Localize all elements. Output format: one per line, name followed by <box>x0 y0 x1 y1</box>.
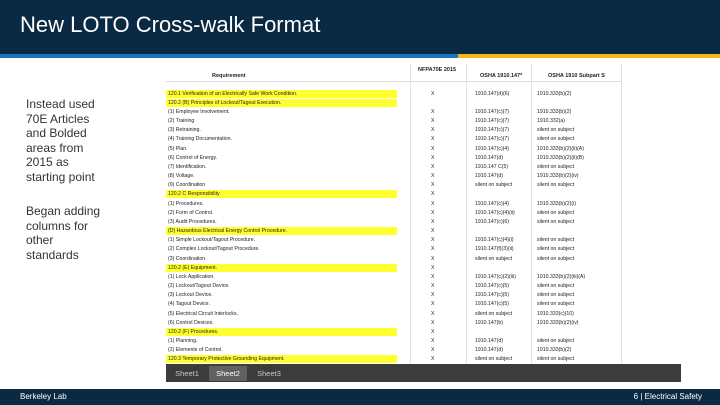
cell-nfpa: X <box>431 200 435 207</box>
cell-osha-subpart-s: 1910.333(b)(2) <box>537 347 572 354</box>
cell-osha-147: 1910.147(c)(7) <box>475 127 510 134</box>
cell-requirement: (1) Procedures. <box>168 200 204 207</box>
cell-nfpa: X <box>431 173 435 180</box>
cell-osha-subpart-s: 1910.333(b)(2)(iii)(A) <box>537 273 586 280</box>
table-row[interactable] <box>166 309 681 318</box>
column-headers <box>166 64 681 90</box>
table-row[interactable] <box>166 263 681 272</box>
cell-osha-subpart-s: silent on subject <box>537 356 575 363</box>
cell-nfpa: X <box>431 182 435 189</box>
cell-nfpa: X <box>431 283 435 290</box>
table-row[interactable] <box>166 282 681 291</box>
cell-osha-subpart-s: silent on subject <box>537 218 575 225</box>
sheet-tab-bar <box>166 364 681 382</box>
cell-nfpa: X <box>431 356 435 363</box>
table-row[interactable] <box>166 135 681 144</box>
table-row[interactable] <box>166 190 681 199</box>
cell-osha-subpart-s: silent on subject <box>537 246 575 253</box>
cell-requirement: (4) Training Documentation. <box>168 136 233 143</box>
cell-osha-147: silent on subject <box>475 310 513 317</box>
footer-org: Berkeley Lab <box>20 392 67 401</box>
table-row[interactable] <box>166 236 681 245</box>
cell-osha-subpart-s: silent on subject <box>537 237 575 244</box>
table-row[interactable] <box>166 254 681 263</box>
cell-requirement: (2) Lockout/Tagout Device. <box>168 283 230 290</box>
cell-requirement: (2) Elements of Control. <box>168 347 223 354</box>
table-row[interactable] <box>166 172 681 181</box>
cell-nfpa: X <box>431 255 435 262</box>
cell-requirement: 120.1 Verification of an Electrically Safe Work Condition. <box>168 90 298 97</box>
cell-requirement: (8) Voltage. <box>168 173 195 180</box>
cell-osha-147: 1910.147(d) <box>475 338 503 345</box>
cell-osha-subpart-s: silent on subject <box>537 301 575 308</box>
cell-nfpa: X <box>431 228 435 235</box>
cell-osha-subpart-s: 1910.333(b)(2)(iv) <box>537 319 579 326</box>
table-row[interactable] <box>166 89 681 98</box>
cell-requirement: (1) Lock Application. <box>168 273 215 280</box>
cell-requirement: (3) Lockout Device. <box>168 292 213 299</box>
cell-nfpa: X <box>431 319 435 326</box>
cell-osha-147: 1910.147(c)(4) <box>475 145 510 152</box>
cell-nfpa: X <box>431 209 435 216</box>
cell-requirement: (5) Plan. <box>168 145 188 152</box>
cell-osha-subpart-s: silent on subject <box>537 338 575 345</box>
header-osha-147: OSHA 1910.147* <box>480 73 523 79</box>
cell-nfpa: X <box>431 118 435 125</box>
cell-osha-147: 1910.147(b) <box>475 319 503 326</box>
cell-osha-subpart-s: 1910.332(a) <box>537 118 565 125</box>
table-row[interactable] <box>166 272 681 281</box>
cell-osha-subpart-s: silent on subject <box>537 255 575 262</box>
spreadsheet[interactable] <box>166 64 681 364</box>
cell-osha-147: 1910.147(c)(7) <box>475 118 510 125</box>
cell-osha-147: 1910.147(c)(2)(iii) <box>475 273 516 280</box>
cell-osha-147: 1910.147(c)(4)(i) <box>475 237 514 244</box>
table-row[interactable] <box>166 318 681 327</box>
cell-requirement: (6) Control of Energy. <box>168 154 218 161</box>
cell-osha-subpart-s: 1910.333(c)(10) <box>537 310 574 317</box>
cell-nfpa: X <box>431 191 435 198</box>
table-row[interactable] <box>166 346 681 355</box>
cell-requirement: (1) Employee Involvement. <box>168 108 230 115</box>
cell-osha-subpart-s: 1910.333(b)(2)(ii)(B) <box>537 154 584 161</box>
cell-nfpa: X <box>431 108 435 115</box>
cell-osha-subpart-s: silent on subject <box>537 163 575 170</box>
accent-rule-gold <box>458 54 720 58</box>
tab-sheet1[interactable]: Sheet1 <box>175 369 199 378</box>
cell-osha-147: 1910.147(c)(7) <box>475 136 510 143</box>
table-row[interactable] <box>166 126 681 135</box>
table-row[interactable] <box>166 337 681 346</box>
table-row[interactable] <box>166 107 681 116</box>
accent-rule-blue <box>0 54 458 58</box>
tab-sheet3[interactable]: Sheet3 <box>257 369 281 378</box>
cell-requirement: (D) Hazardous Electrical Energy Control Procedure. <box>168 228 288 235</box>
cell-osha-subpart-s: silent on subject <box>537 127 575 134</box>
cell-osha-147: 1910.147(c)(6) <box>475 218 510 225</box>
table-row[interactable] <box>166 98 681 107</box>
cell-osha-147: silent on subject <box>475 255 513 262</box>
cell-osha-147: 1910.147(f)(3)(ii) <box>475 246 514 253</box>
cell-nfpa: X <box>431 163 435 170</box>
cell-requirement: (5) Electrical Circuit Interlocks. <box>168 310 239 317</box>
cell-osha-147: silent on subject <box>475 182 513 189</box>
cell-nfpa: X <box>431 301 435 308</box>
cell-nfpa: X <box>431 264 435 271</box>
cell-osha-147: 1910.147 C(5) <box>475 163 509 170</box>
cell-osha-subpart-s: 1910.333(b)(2) <box>537 90 572 97</box>
header-nfpa: NFPA70E 2015 <box>418 67 457 73</box>
table-row[interactable] <box>166 117 681 126</box>
cell-nfpa: X <box>431 310 435 317</box>
cell-osha-subpart-s: silent on subject <box>537 182 575 189</box>
cell-requirement: (1) Simple Lockout/Tagout Procedure. <box>168 237 256 244</box>
cell-osha-subpart-s: 1910.333(b)(2)(iv) <box>537 173 579 180</box>
cell-nfpa: X <box>431 347 435 354</box>
note-starting-point: Instead used 70E Articles and Bolded areas from 2015 as starting point <box>26 97 95 184</box>
cell-requirement: (2) Training <box>168 118 195 125</box>
cell-requirement: (3) Audit Procedures. <box>168 218 217 225</box>
table-row[interactable] <box>166 217 681 226</box>
cell-requirement: (2) Form of Control. <box>168 209 214 216</box>
cell-requirement: (3) Retraining. <box>168 127 201 134</box>
cell-osha-subpart-s: silent on subject <box>537 292 575 299</box>
table-row[interactable] <box>166 327 681 336</box>
title-band <box>0 0 720 54</box>
cell-requirement: (2) Complex Lockout/Tagout Procedure. <box>168 246 260 253</box>
table-row[interactable] <box>166 208 681 217</box>
footer-band <box>0 389 720 405</box>
cell-nfpa: X <box>431 237 435 244</box>
cell-requirement: 120.2 C Responsibility <box>168 191 220 198</box>
cell-requirement: (1) Planning. <box>168 338 198 345</box>
cell-osha-subpart-s: silent on subject <box>537 283 575 290</box>
cell-requirement: 120.2 (E) Equipment. <box>168 264 218 271</box>
header-divider <box>166 81 621 82</box>
table-row[interactable] <box>166 355 681 364</box>
cell-nfpa: X <box>431 127 435 134</box>
cell-nfpa: X <box>431 292 435 299</box>
cell-osha-147: 1910.147(d) <box>475 154 503 161</box>
tab-sheet2[interactable]: Sheet2 <box>209 366 247 381</box>
cell-osha-147: 1910.147(c)(5) <box>475 301 510 308</box>
table-body <box>166 89 681 364</box>
cell-osha-147: 1910.147(d) <box>475 173 503 180</box>
cell-requirement: (6) Control Devices. <box>168 319 214 326</box>
cell-nfpa: X <box>431 154 435 161</box>
table-row[interactable] <box>166 227 681 236</box>
cell-osha-subpart-s: silent on subject <box>537 209 575 216</box>
table-row[interactable] <box>166 245 681 254</box>
cell-nfpa: X <box>431 145 435 152</box>
cell-osha-147: 1910.147(c)(4)(ii) <box>475 209 515 216</box>
cell-osha-subpart-s: 1910.333(b)(2) <box>537 108 572 115</box>
table-row[interactable] <box>166 291 681 300</box>
header-osha-subpart-s: OSHA 1910 Subpart S <box>548 73 605 79</box>
note-added-columns: Began adding columns for other standards <box>26 204 101 262</box>
cell-nfpa: X <box>431 338 435 345</box>
cell-requirement: 120.3 Temporary Protective Grounding Equipment. <box>168 356 285 363</box>
cell-nfpa: X <box>431 328 435 335</box>
cell-requirement: (4) Tagout Device. <box>168 301 210 308</box>
cell-osha-147: 1910.147(c)(7) <box>475 108 510 115</box>
cell-osha-subpart-s: silent on subject <box>537 136 575 143</box>
cell-nfpa: X <box>431 218 435 225</box>
footer-page: 6 | Electrical Safety <box>633 392 702 401</box>
cell-nfpa: X <box>431 136 435 143</box>
cell-osha-147: 1910.147(d)(6) <box>475 90 510 97</box>
table-row[interactable] <box>166 300 681 309</box>
cell-osha-147: 1910.147(c)(5) <box>475 292 510 299</box>
table-row[interactable] <box>166 162 681 171</box>
cell-osha-147: 1910.147(d) <box>475 347 503 354</box>
cell-requirement: (9) Coordination <box>168 182 206 189</box>
table-row[interactable] <box>166 181 681 190</box>
slide-title: New LOTO Cross-walk Format <box>20 12 321 37</box>
cell-osha-subpart-s: 1910.333(b)(2)(i) <box>537 200 576 207</box>
cell-osha-147: 1910.147(c)(4) <box>475 200 510 207</box>
cell-osha-147: silent on subject <box>475 356 513 363</box>
cell-osha-subpart-s: 1910.333(b)(2)(ii)(A) <box>537 145 584 152</box>
cell-nfpa: X <box>431 273 435 280</box>
table-row[interactable] <box>166 199 681 208</box>
cell-nfpa: X <box>431 246 435 253</box>
cell-requirement: (3) Coordination. <box>168 255 207 262</box>
header-requirement: Requirement <box>212 73 246 79</box>
cell-osha-147: 1910.147(c)(5) <box>475 283 510 290</box>
cell-requirement: 120.2 (F) Procedures. <box>168 328 219 335</box>
cell-nfpa: X <box>431 90 435 97</box>
table-row[interactable] <box>166 153 681 162</box>
cell-requirement: (7) Identification. <box>168 163 207 170</box>
cell-requirement: 120.2 (B) Principles of Lockout/Tagout Execution. <box>168 99 282 106</box>
table-row[interactable] <box>166 144 681 153</box>
